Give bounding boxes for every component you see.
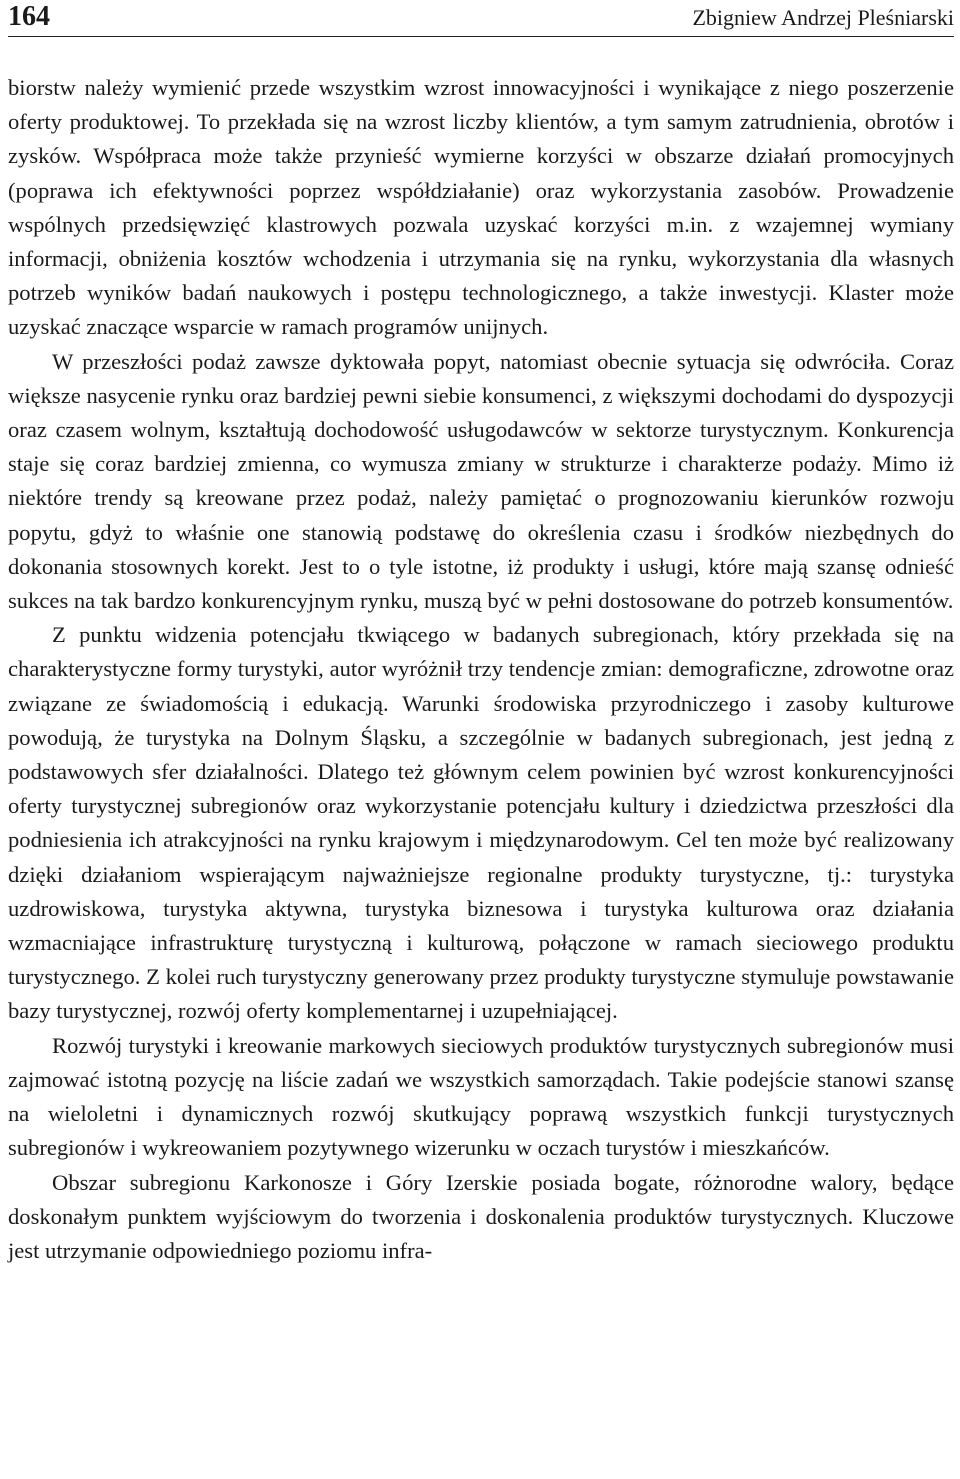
body-text	[8, 71, 954, 1268]
paragraph: W przeszłości podaż zawsze dyktowała popyt, natomiast obecnie sytuacja się odwróciła. Coraz większe nasycenie rynku oraz bardziej pewni siebie konsumenci, z większymi dochodami do dyspozycji oraz czasem wolnym, kształtują dochodowość usługodawców w sektorze turystycznym. Konkurencja staje się coraz bardziej zmienna, co wymusza zmiany w strukturze i charakterze podaży. Mimo iż niektóre trendy są kreowane przez podaż, należy pamiętać o prognozowaniu kierunków rozwoju popytu, gdyż to właśnie one stanowią podstawę do określenia czasu i środków niezbędnych do dokonania stosownych korekt. Jest to o tyle istotne, iż produkty i usługi, które mają szansę odnieść sukces na tak bardzo konkurencyjnym rynku, muszą być w pełni dostosowane do potrzeb konsumentów.	[8, 348, 954, 614]
paragraph: Obszar subregionu Karkonosze i Góry Izerskie posiada bogate, różnorodne walory, będące doskonałym punktem wyjściowym do tworzenia i doskonalenia produktów turystycznych. Kluczowe jest utrzymanie odpowiedniego poziomu infra-	[8, 1169, 954, 1263]
running-head-author: Zbigniew Andrzej Pleśniarski	[692, 5, 954, 30]
page-number: 164	[8, 1, 50, 32]
paragraph: Rozwój turystyki i kreowanie markowych sieciowych produktów turystycznych subregionów musi zajmować istotną pozycję na liście zadań we wszystkich samorządach. Takie podejście stanowi szansę na wieloletni i dynamicznych rozwój skutkujący poprawą wszystkich funkcji turystycznych subregionów i wykreowaniem pozytywnego wizerunku w oczach turystów i mieszkańców.	[8, 1032, 954, 1161]
document-page	[8, 0, 954, 1268]
paragraph: biorstw należy wymienić przede wszystkim wzrost innowacyjności i wynikające z niego poszerzenie oferty produktowej. To przekłada się na wzrost liczby klientów, a tym samym zatrudnienia, obrotów i zysków. Współpraca może także przynieść wymierne korzyści w obszarze działań promocyjnych (poprawa ich efektywności poprzez współdziałanie) oraz wykorzystania zasobów. Prowadzenie wspólnych przedsięwzięć klastrowych pozwala uzyskać korzyści m.in. z wzajemnej wymiany informacji, obniżenia kosztów wchodzenia i utrzymania się na rynku, wykorzystania dla własnych potrzeb wyników badań naukowych i postępu technologicznego, a także inwestycji. Klaster może uzyskać znaczące wsparcie w ramach programów unijnych.	[8, 75, 954, 340]
page-header	[8, 0, 954, 37]
paragraph: Z punktu widzenia potencjału tkwiącego w badanych subregionach, który przekłada się na charakterystyczne formy turystyki, autor wyróżnił trzy tendencje zmian: demograficzne, zdrowotne oraz związane ze świadomością i edukacją. Warunki środowiska przyrodniczego i zasoby kulturowe powodują, że turystyka na Dolnym Śląsku, a szczególnie w badanych subregionach, jest jedną z podstawowych sfer działalności. Dlatego też głównym celem powinien być wzrost konkurencyjności oferty turystycznej subregionów oraz wykorzystanie potencjału kultury i dziedzictwa przeszłości dla podniesienia ich atrakcyjności na rynku krajowym i międzynarodowym. Cel ten może być realizowany dzięki działaniom wspierającym najważniejsze regionalne produkty turystyczne, tj.: turystyka uzdrowiskowa, turystyka aktywna, turystyka biznesowa i turystyka kulturowa oraz działania wzmacniające infrastrukturę turystyczną i kulturową, połączone w ramach sieciowego produktu turystycznego. Z kolei ruch turystyczny generowany przez produkty turystyczne stymuluje powstawanie bazy turystycznej, rozwój oferty komplementarnej i uzupełniającej.	[8, 622, 954, 1024]
